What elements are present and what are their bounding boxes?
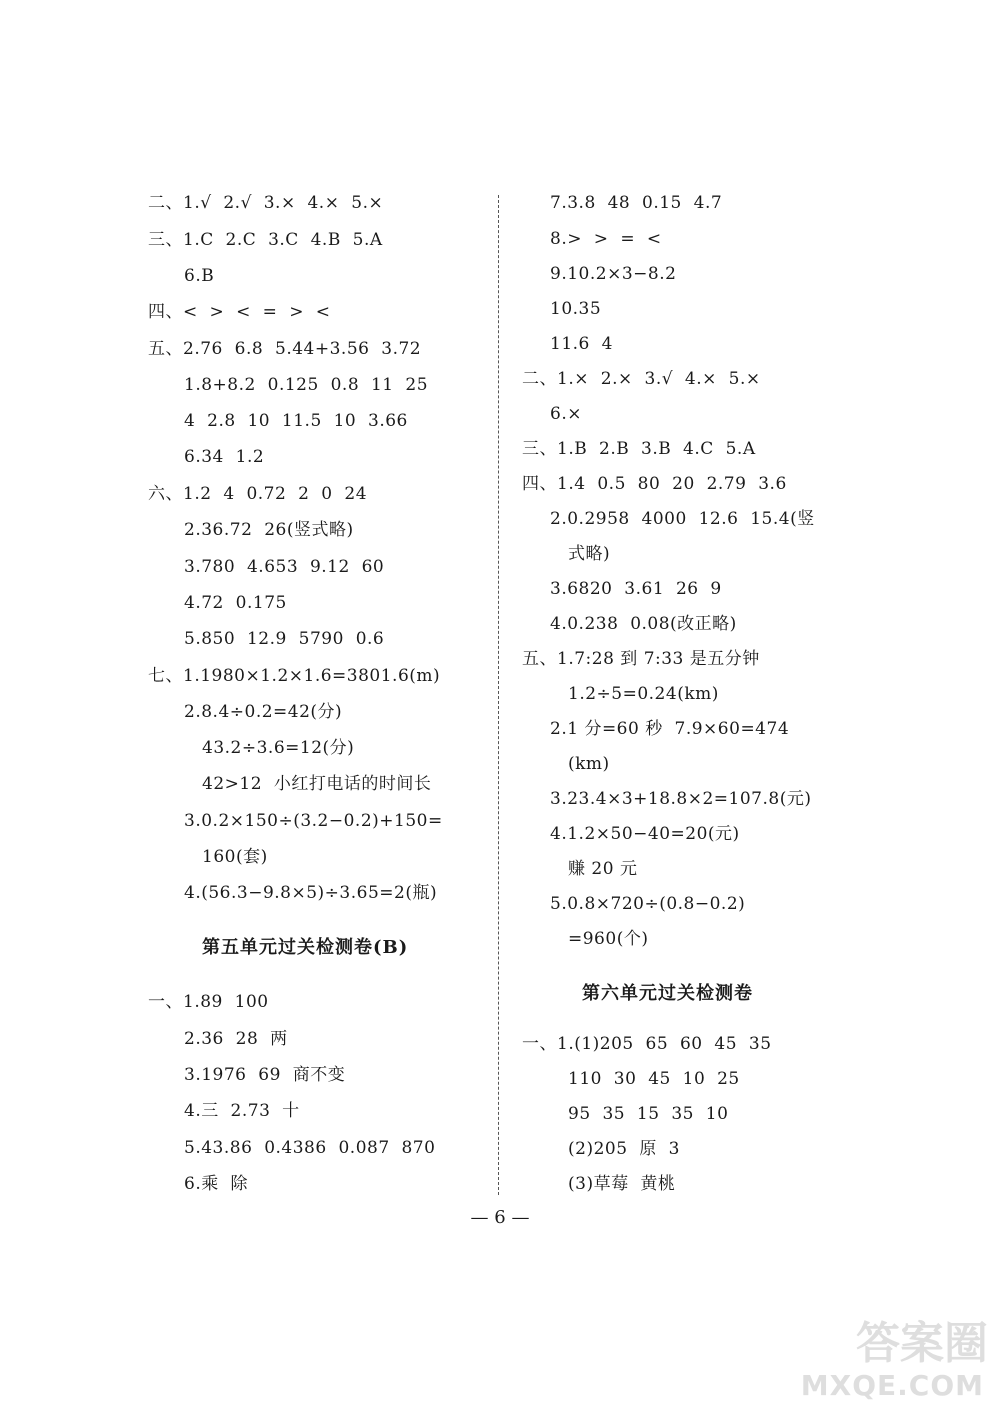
answer-line: 二、1.√ 2.√ 3.× 4.× 5.× [148,193,384,213]
answer-line: 4.0.238 0.08(改正略) [550,614,737,634]
answer-line: 5.850 12.9 5790 0.6 [184,629,385,649]
answer-line: 四、< > < = > < [148,302,331,322]
answer-line: 42>12 小红打电话的时间长 [202,774,432,794]
answer-line: 5.0.8×720÷(0.8−0.2) [550,894,746,914]
answer-line: 式略) [568,544,611,564]
answer-line: 4.三 2.73 十 [184,1101,300,1121]
answer-line: 10.35 [550,299,602,319]
answer-line: 43.2÷3.6=12(分) [202,738,355,758]
answer-line: 2.36.72 26(竖式略) [184,520,354,540]
answer-line: 3.6820 3.61 26 9 [550,579,722,599]
answer-line: 5.43.86 0.4386 0.087 870 [184,1138,436,1158]
answer-line: 6.× [550,404,582,424]
answer-line: 4 2.8 10 11.5 10 3.66 [184,411,408,431]
column-divider [498,195,499,1195]
answer-line: 3.23.4×3+18.8×2=107.8(元) [550,789,812,809]
answer-line: 6.乘 除 [184,1174,249,1194]
answer-line: 6.34 1.2 [184,447,265,467]
answer-line: 1.8+8.2 0.125 0.8 11 25 [184,375,429,395]
answer-line: 95 35 15 35 10 [568,1104,729,1124]
answer-line: 2.0.2958 4000 12.6 15.4(竖 [550,509,815,529]
answer-line: (2)205 原 3 [568,1139,680,1159]
answer-line: 2.36 28 两 [184,1029,288,1049]
page-number: — 6 — [470,1207,530,1228]
answer-line: 2.8.4÷0.2=42(分) [184,702,343,722]
answer-line: 七、1.1980×1.2×1.6=3801.6(m) [148,666,441,686]
answer-line: 7.3.8 48 0.15 4.7 [550,193,723,213]
answer-line: 4.72 0.175 [184,593,287,613]
answer-line: (km) [568,754,610,774]
answer-line: 11.6 4 [550,334,613,354]
watermark-text: 答案圈 [856,1318,988,1369]
answer-line: 1.2÷5=0.24(km) [568,684,719,704]
answer-line: 3.0.2×150÷(3.2−0.2)+150= [184,811,443,831]
answer-line: 一、1.89 100 [148,992,269,1012]
answer-line: =960(个) [568,929,649,949]
answer-line: 四、1.4 0.5 80 20 2.79 3.6 [522,474,787,494]
answer-line: (3)草莓 黄桃 [568,1174,676,1194]
answer-line: 六、1.2 4 0.72 2 0 24 [148,484,368,504]
answer-line: 五、2.76 6.8 5.44+3.56 3.72 [148,339,422,359]
answer-line: 二、1.× 2.× 3.√ 4.× 5.× [522,369,761,389]
answer-line: 160(套) [202,847,268,867]
answer-line: 3.1976 69 商不变 [184,1065,346,1085]
answer-line: 赚 20 元 [568,859,638,879]
answer-line: 4.(56.3−9.8×5)÷3.65=2(瓶) [184,883,438,903]
answer-line: 8.> > = < [550,229,662,249]
answer-line: 3.780 4.653 9.12 60 [184,557,385,577]
answer-line: 一、1.(1)205 65 60 45 35 [522,1034,772,1054]
answer-line: 4.1.2×50−40=20(元) [550,824,740,844]
answer-line: 三、1.B 2.B 3.B 4.C 5.A [522,439,756,459]
answer-line: 110 30 45 10 25 [568,1069,740,1089]
answer-line: 五、1.7:28 到 7:33 是五分钟 [522,649,760,669]
answer-line: 三、1.C 2.C 3.C 4.B 5.A [148,230,383,250]
answer-line: 2.1 分=60 秒 7.9×60=474 [550,719,790,739]
section-heading: 第六单元过关检测卷 [582,983,753,1004]
section-heading: 第五单元过关检测卷(B) [202,937,409,958]
answer-line: 9.10.2×3−8.2 [550,264,677,284]
watermark-logo [788,1319,988,1409]
watermark-url: MXQE.COM [800,1369,984,1402]
answer-line: 6.B [184,266,215,286]
